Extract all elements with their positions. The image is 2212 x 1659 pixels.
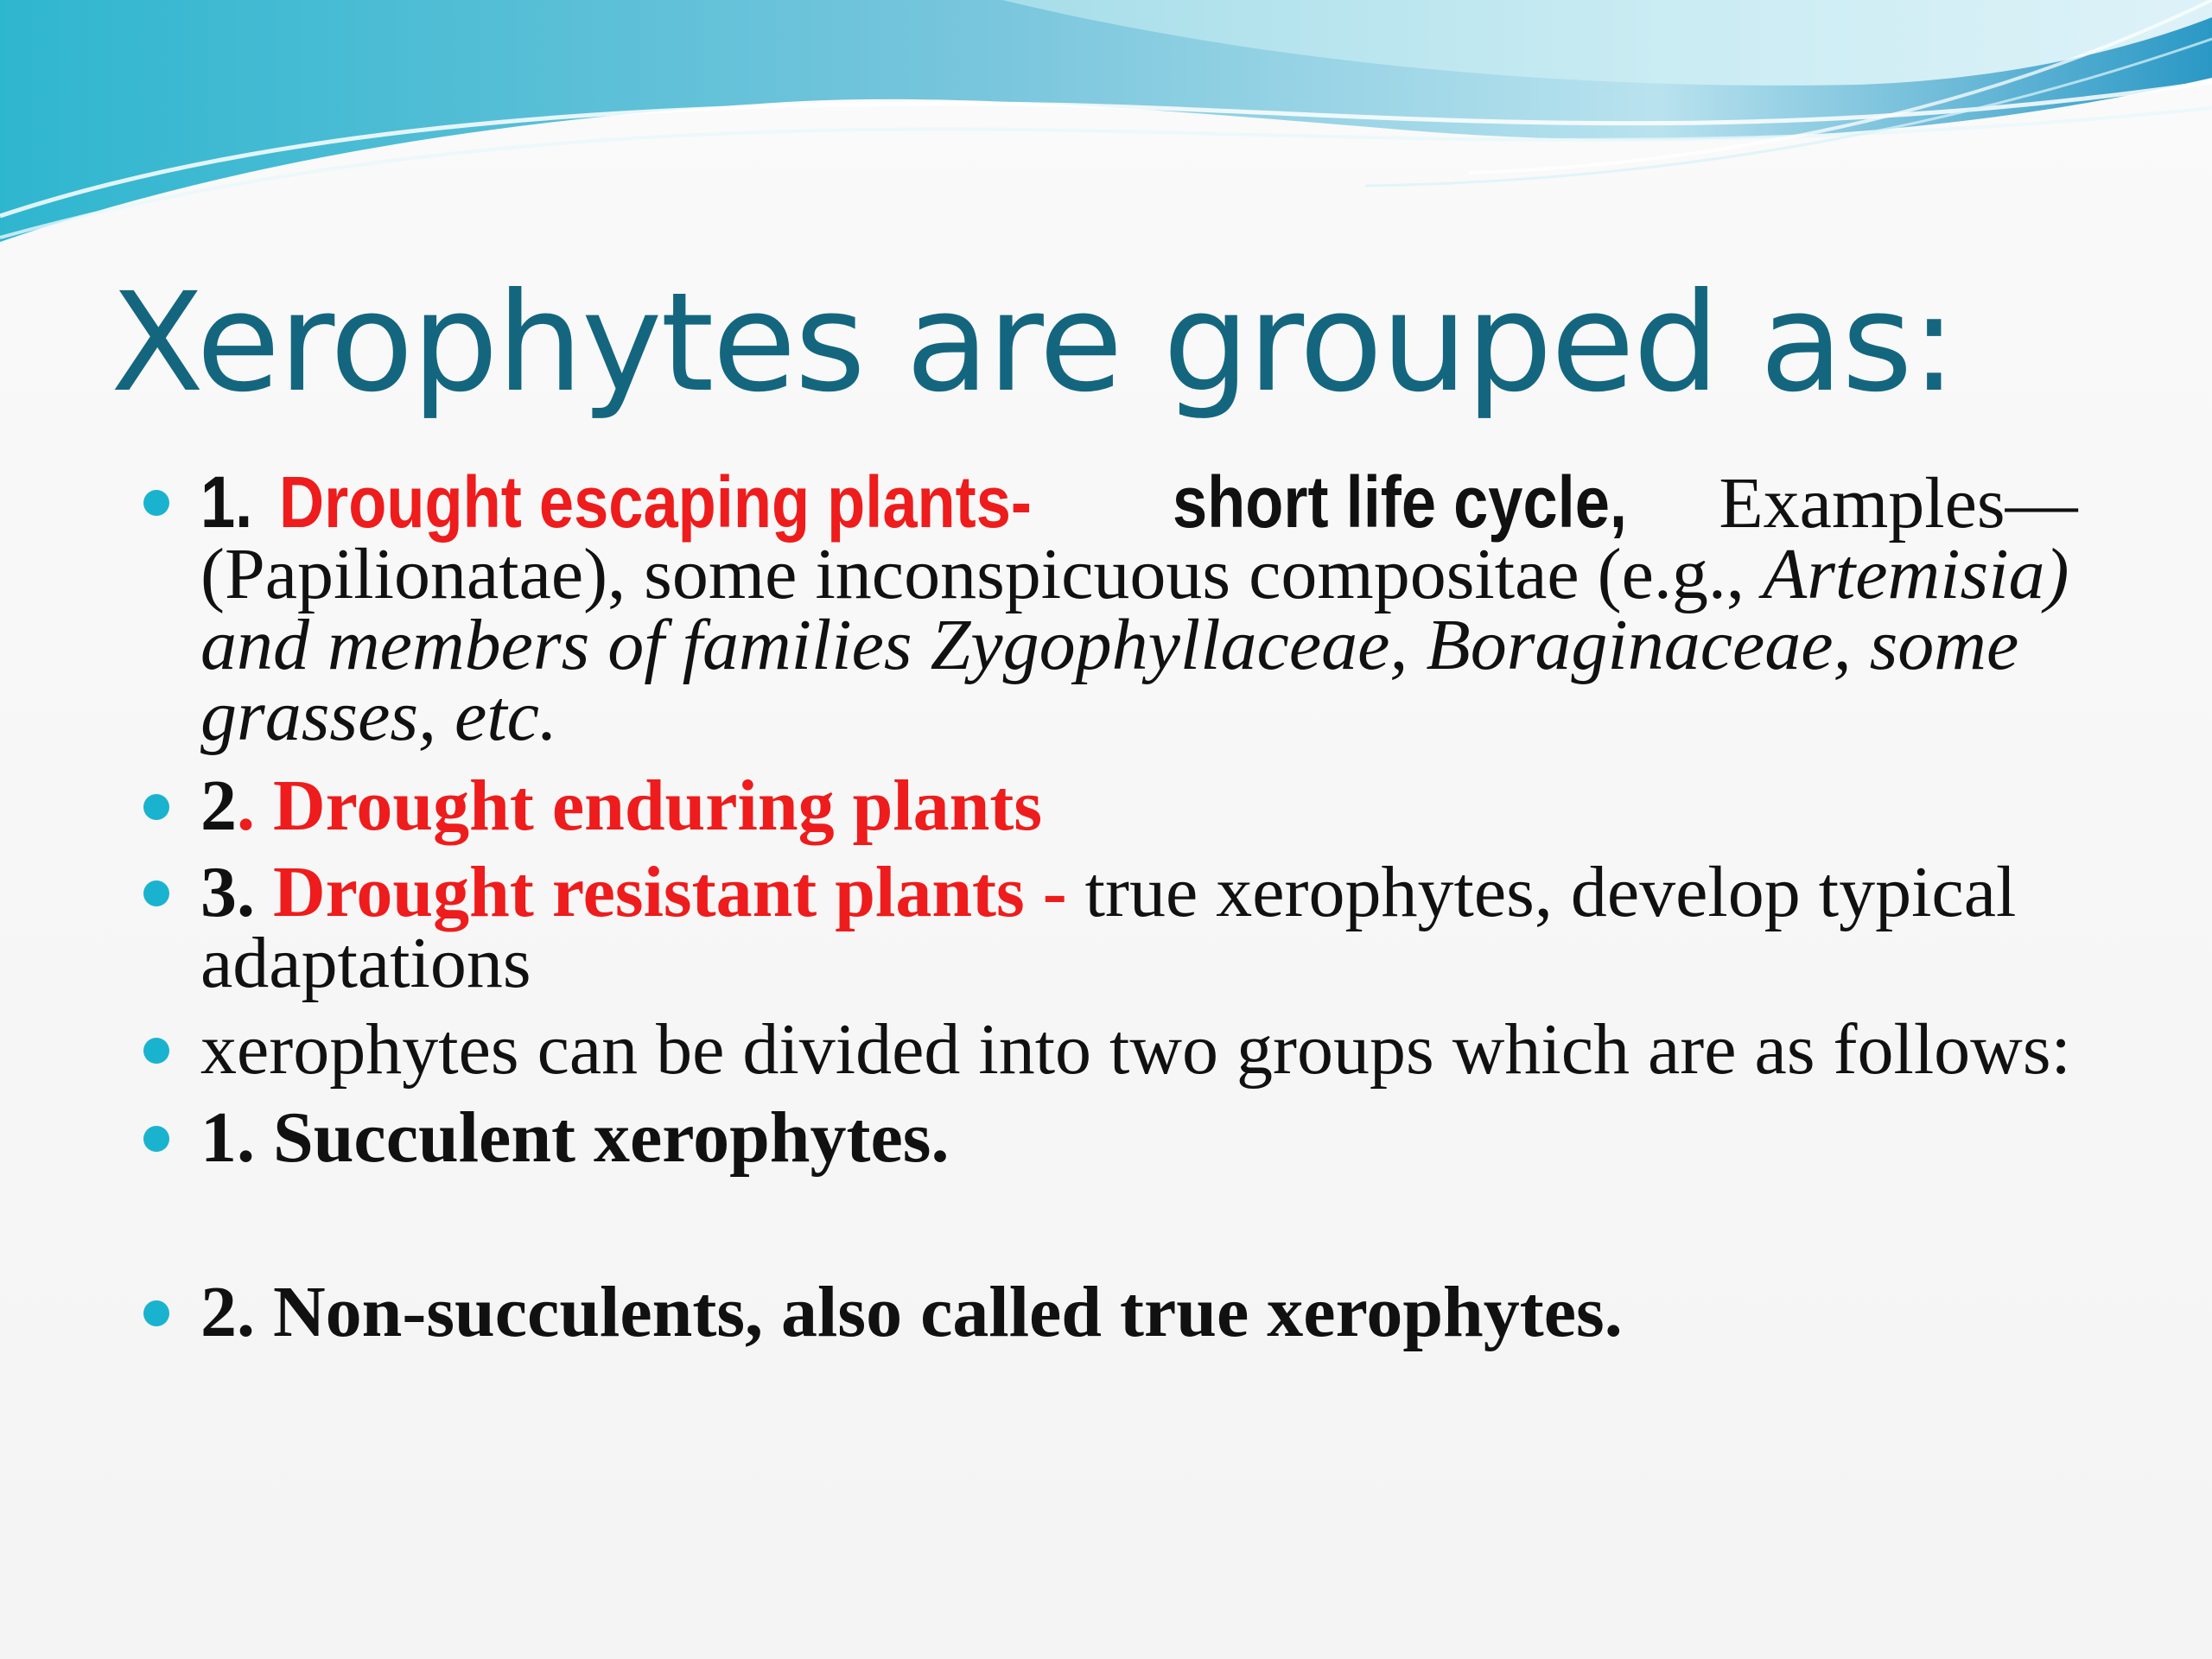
bullet-text: xerophytes can be divided into two groups which are as follows: (200, 1009, 2071, 1090)
bullet-item-drought-resistant (130, 852, 2134, 1003)
bullet-item-non-succulent (130, 1272, 2134, 1352)
bullet-item-succulent (130, 1097, 2134, 1178)
bullet-text: true xerophytes, develop typical adaptations (200, 852, 2017, 1003)
bullet-dot-icon (143, 1300, 169, 1326)
bullet-list (130, 461, 2134, 1352)
bullet-text: 1. Succulent xerophytes. (200, 1097, 950, 1178)
bullet-item-drought-escaping (130, 461, 2134, 756)
bullet-italic-text: Artemisia) and members of families Zygophyllaceae, Boraginaceae, some grasses, etc. (200, 534, 2069, 756)
bullet-text: Examples—(Papilionatae), some inconspicuous compositae (e.g., (200, 463, 2078, 614)
bullet-dot-icon (143, 880, 169, 906)
bullet-heading: . Drought enduring plants (237, 766, 1043, 846)
bullet-number: 3. (200, 852, 255, 932)
bullet-text: 2. Non-succulents, also called true xerophytes. (200, 1272, 1623, 1352)
bullet-item-two-groups (130, 1009, 2134, 1090)
header-wave-decoration (0, 0, 2212, 259)
bullet-number: 2 (200, 766, 237, 846)
bullet-dot-icon (143, 1126, 169, 1152)
bullet-heading: Drought escaping plants- (279, 461, 1033, 543)
bullet-dot-icon (143, 794, 169, 820)
slide-title: Xerophytes are grouped as: (111, 264, 1955, 423)
bullet-dot-icon (143, 1038, 169, 1064)
bullet-subheading: short life cycle, (1172, 461, 1627, 543)
bullet-dot-icon (143, 490, 169, 516)
bullet-number: 1. (200, 461, 253, 543)
bullet-item-drought-enduring (130, 766, 2134, 846)
bullet-heading: Drought resistant plants - (273, 852, 1067, 932)
